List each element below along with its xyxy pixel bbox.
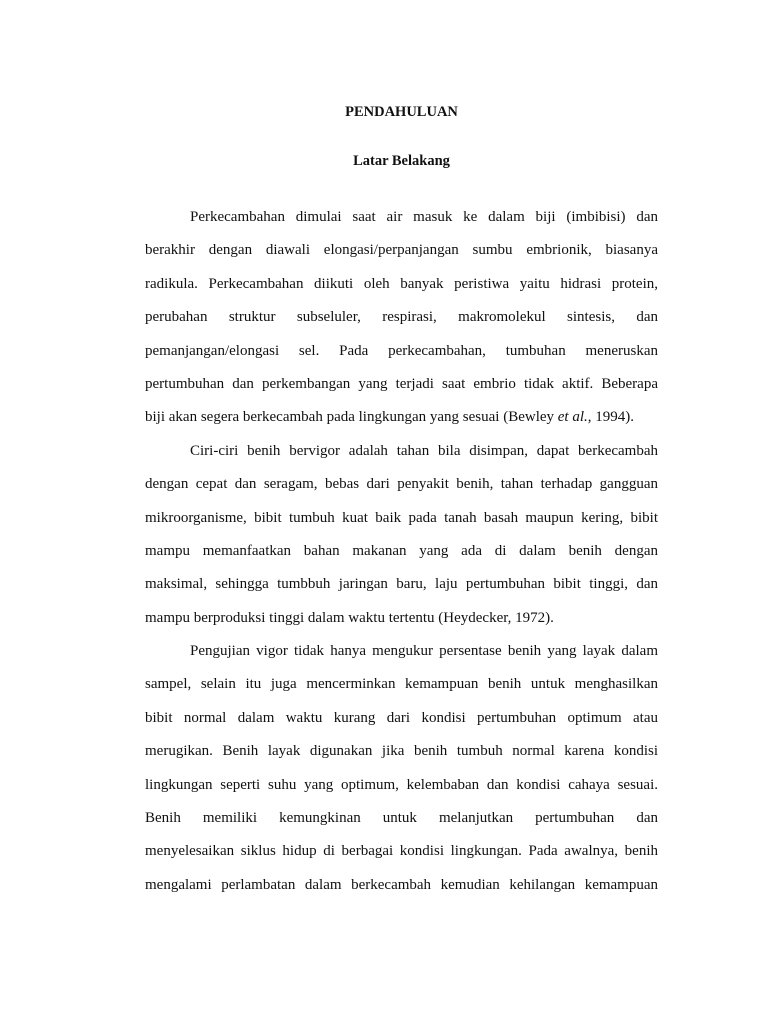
paragraph-line: mampu berproduksi tinggi dalam waktu tertentu (Heydecker, 1972).	[145, 609, 554, 626]
paragraph-line: pemanjangan/elongasi sel. Pada perkecambahan, tumbuhan meneruskan	[145, 342, 658, 359]
paragraph-line: merugikan. Benih layak digunakan jika benih tumbuh normal karena kondisi	[145, 743, 658, 760]
paragraph-line: dengan cepat dan seragam, bebas dari penyakit benih, tahan terhadap gangguan	[145, 476, 658, 493]
paragraph-line: sampel, selain itu juga mencerminkan kemampuan benih untuk menghasilkan	[145, 676, 658, 693]
chapter-title: PENDAHULUAN	[345, 104, 458, 120]
paragraph-3	[145, 635, 658, 902]
section-title: Latar Belakang	[353, 153, 450, 169]
paragraph-line: radikula. Perkecambahan diikuti oleh banyak peristiwa yaitu hidrasi protein,	[145, 275, 658, 292]
paragraph-line: lingkungan seperti suhu yang optimum, kelembaban dan kondisi cahaya sesuai.	[145, 776, 658, 793]
citation-text-before: biji akan segera berkecambah pada lingkungan yang sesuai (Bewley	[145, 409, 558, 426]
paragraph-line: mikroorganisme, bibit tumbuh kuat baik pada tanah basah maupun kering, bibit	[145, 509, 658, 526]
paragraph-line: pertumbuhan dan perkembangan yang terjadi saat embrio tidak aktif. Beberapa	[145, 375, 658, 392]
paragraph-line: Perkecambahan dimulai saat air masuk ke dalam biji (imbibisi) dan	[190, 209, 658, 225]
citation-et-al: et al.	[557, 409, 588, 426]
paragraph-2	[145, 435, 658, 635]
paragraph-line: Ciri-ciri benih bervigor adalah tahan bila disimpan, dapat berkecambah	[190, 442, 658, 459]
paragraph-1	[145, 201, 658, 435]
paragraph-line: mengalami perlambatan dalam berkecambah kemudian kehilangan kemampuan	[145, 876, 658, 893]
paragraph-line: berakhir dengan diawali elongasi/perpanjangan sumbu embrionik, biasanya	[145, 242, 658, 259]
paragraph-line: perubahan struktur subseluler, respirasi, makromolekul sintesis, dan	[145, 309, 658, 326]
paragraph-line: Pengujian vigor tidak hanya mengukur persentase benih yang layak dalam	[190, 643, 658, 660]
body-text	[145, 201, 658, 902]
paragraph-line: mampu memanfaatkan bahan makanan yang ada di dalam benih dengan	[145, 542, 658, 559]
paragraph-line: bibit normal dalam waktu kurang dari kondisi pertumbuhan optimum atau	[145, 709, 658, 726]
citation-text-after: , 1994).	[587, 409, 635, 426]
paragraph-line: menyelesaikan siklus hidup di berbagai kondisi lingkungan. Pada awalnya, benih	[145, 843, 658, 860]
paragraph-line: Benih memiliki kemungkinan untuk melanjutkan pertumbuhan dan	[145, 810, 658, 827]
paragraph-line-citation	[145, 401, 658, 434]
paragraph-line: maksimal, sehingga tumbbuh jaringan baru, laju pertumbuhan bibit tinggi, dan	[145, 576, 658, 593]
